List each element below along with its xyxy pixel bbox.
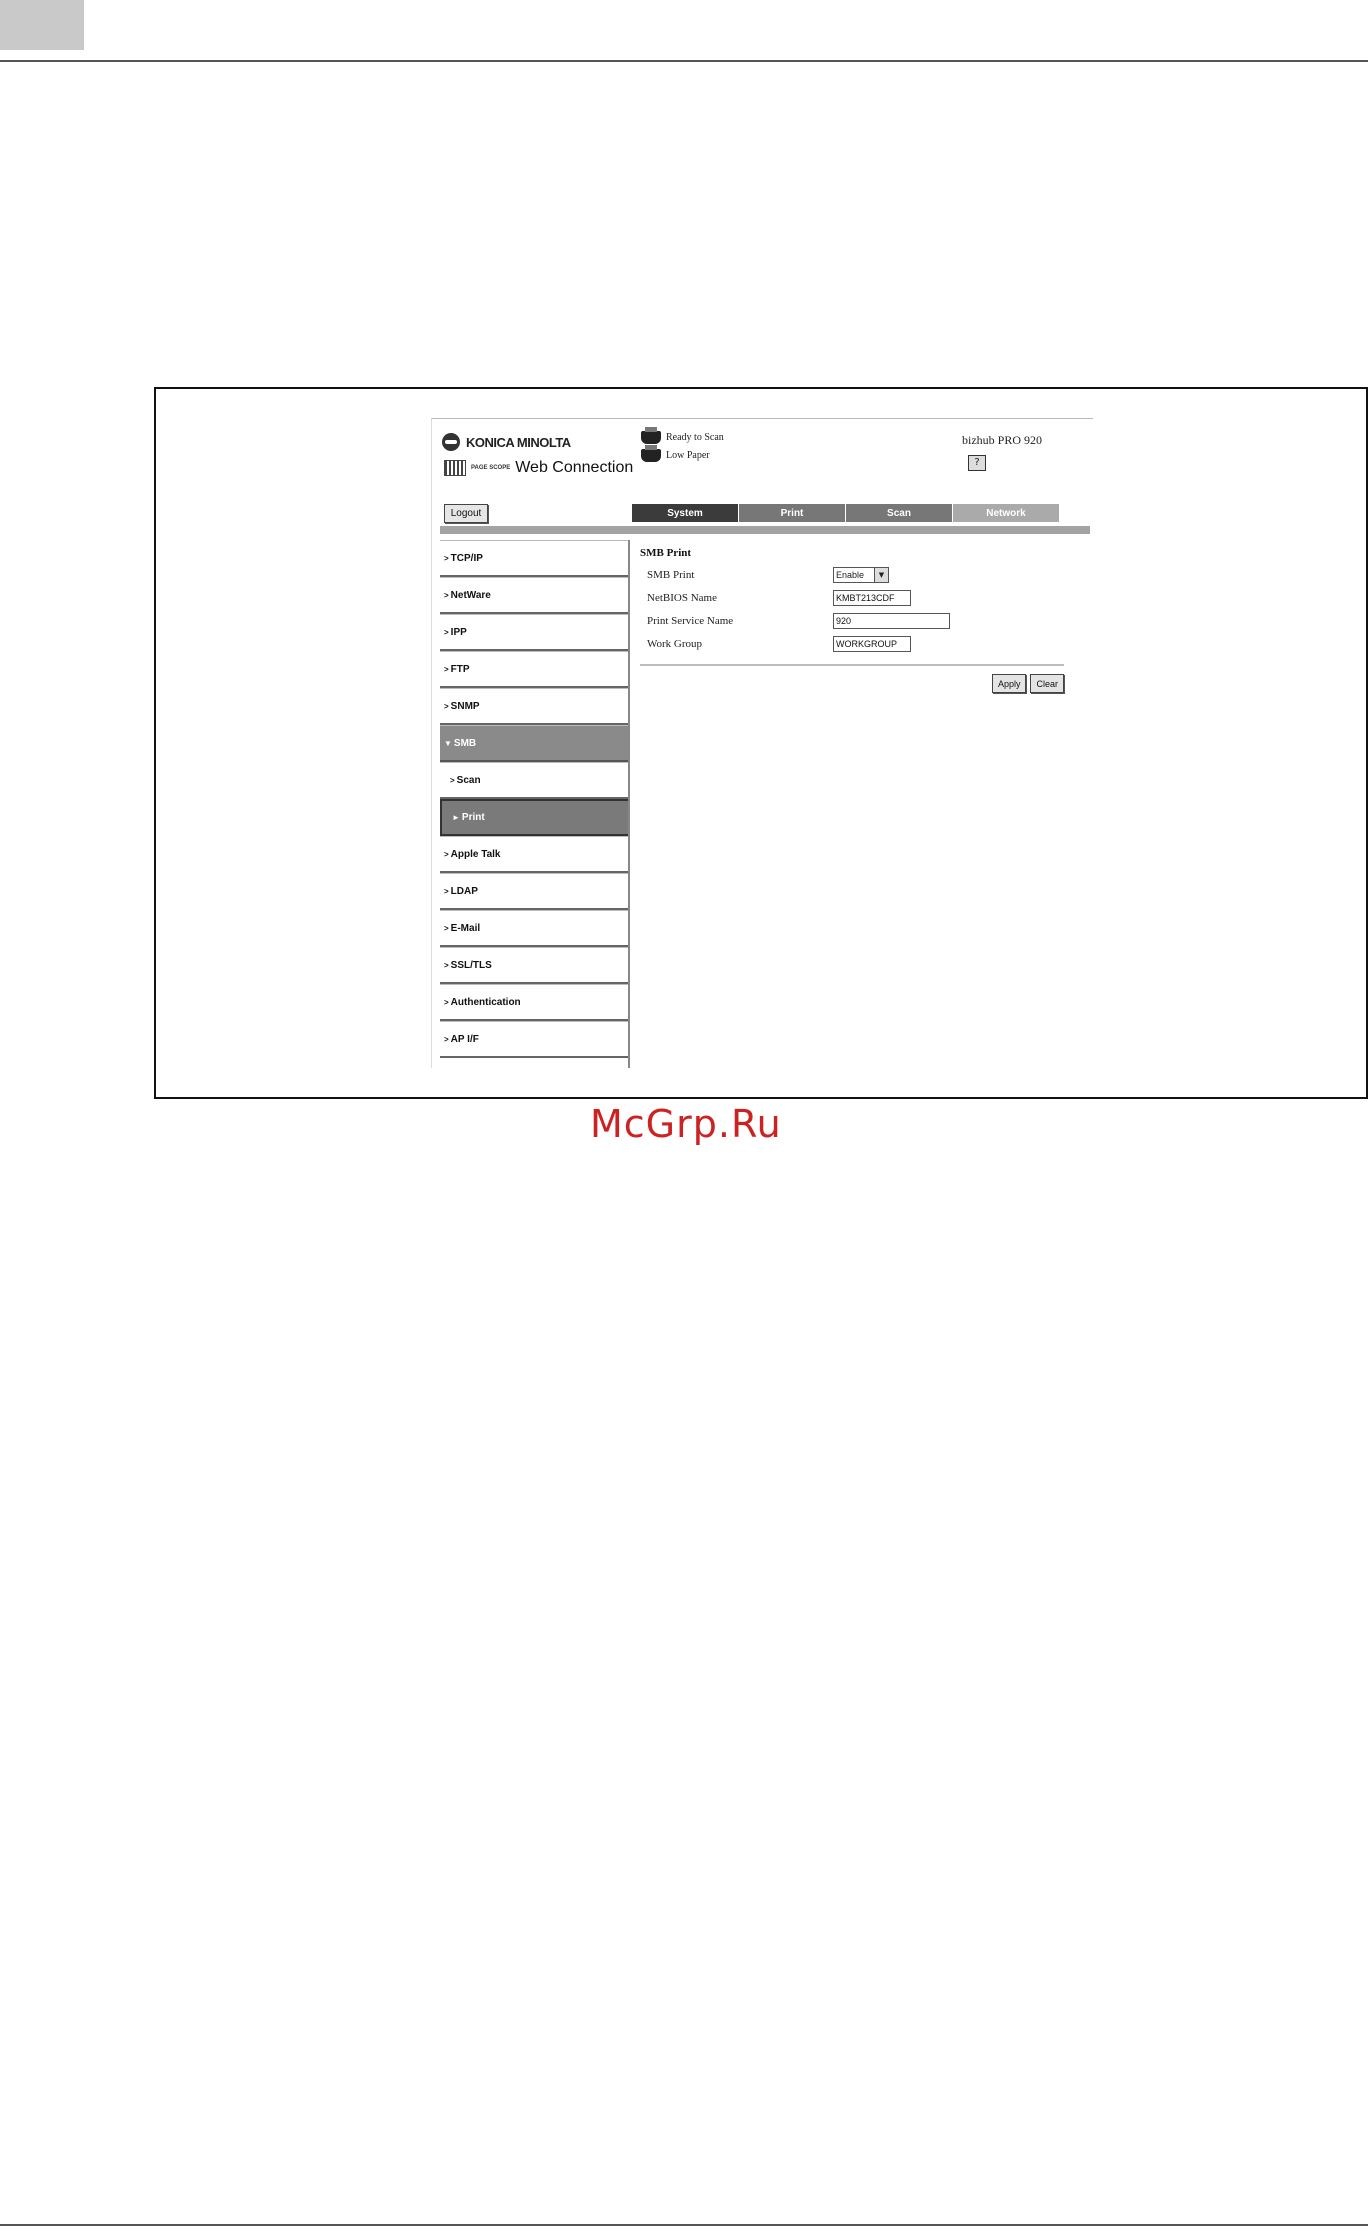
sidebar-item-smb-scan[interactable]: [440, 762, 630, 799]
status-paper-text: Low Paper: [666, 450, 710, 461]
chevron-right-icon: >: [444, 664, 449, 674]
smb-print-row: [640, 563, 1080, 586]
logout-button[interactable]: Logout: [444, 504, 488, 523]
chevron-right-icon: >: [444, 960, 449, 970]
workgroup-label: Work Group: [647, 637, 703, 650]
chevron-right-icon: >: [444, 923, 449, 933]
smb-print-select[interactable]: [833, 567, 889, 583]
sidebar: [440, 540, 630, 1058]
netbios-row: [640, 586, 1080, 609]
tab-print[interactable]: Print: [739, 504, 846, 522]
web-connection-window: [431, 418, 1093, 1068]
sidebar-item-label: IPP: [450, 626, 467, 638]
form-actions: [640, 674, 1064, 693]
header-band: [440, 526, 1090, 534]
workgroup-row: [640, 632, 1080, 655]
paper-status-icon: [641, 449, 661, 462]
smb-print-panel: [640, 547, 1080, 693]
chevron-right-icon: ►: [452, 813, 460, 822]
sidebar-item-netware[interactable]: [440, 577, 630, 614]
print-service-row: [640, 609, 1080, 632]
sidebar-divider: [628, 540, 630, 1068]
netbios-label: NetBIOS Name: [647, 591, 717, 604]
tab-network[interactable]: Network: [953, 504, 1060, 522]
sidebar-item-label: LDAP: [450, 885, 478, 897]
sidebar-item-label: FTP: [450, 663, 470, 675]
sidebar-item-apif[interactable]: [440, 1021, 630, 1058]
sidebar-item-ipp[interactable]: [440, 614, 630, 651]
sidebar-item-label: SNMP: [450, 700, 480, 712]
pagescope-icon: [444, 460, 466, 476]
chevron-right-icon: >: [450, 775, 455, 785]
tab-system[interactable]: System: [632, 504, 739, 522]
bottom-rule: [0, 2224, 1368, 2226]
status-paper: [641, 449, 710, 462]
tab-scan[interactable]: Scan: [846, 504, 953, 522]
chevron-down-icon[interactable]: ▼: [874, 568, 888, 582]
sidebar-item-snmp[interactable]: [440, 688, 630, 725]
sidebar-item-label: SSL/TLS: [450, 959, 492, 971]
clear-button[interactable]: Clear: [1030, 674, 1064, 693]
sidebar-item-label: Print: [461, 812, 485, 823]
sidebar-item-email[interactable]: [440, 910, 630, 947]
sidebar-item-label: Apple Talk: [450, 848, 501, 860]
chevron-down-icon: ▼: [444, 738, 452, 748]
sidebar-item-label: TCP/IP: [450, 552, 483, 564]
sidebar-item-smb-print[interactable]: [440, 799, 630, 836]
sidebar-item-ftp[interactable]: [440, 651, 630, 688]
chevron-right-icon: >: [444, 627, 449, 637]
sidebar-item-label: NetWare: [450, 589, 491, 601]
top-rule: [0, 60, 1368, 62]
smb-print-select-value: Enable: [836, 569, 865, 580]
sidebar-item-smb[interactable]: [440, 725, 630, 762]
chevron-right-icon: >: [444, 1034, 449, 1044]
help-icon[interactable]: ?: [968, 455, 986, 471]
chevron-right-icon: >: [444, 590, 449, 600]
sidebar-item-ldap[interactable]: [440, 873, 630, 910]
apply-button[interactable]: Apply: [992, 674, 1027, 693]
watermark: McGrp.Ru: [590, 1102, 782, 1146]
sidebar-item-label: Authentication: [450, 996, 521, 1008]
panel-divider: [640, 664, 1064, 666]
sidebar-item-appletalk[interactable]: [440, 836, 630, 873]
sidebar-item-label: SMB: [453, 737, 477, 749]
pagescope-label: PAGE SCOPE: [471, 464, 511, 471]
sidebar-item-ssltls[interactable]: [440, 947, 630, 984]
sidebar-item-label: E-Mail: [450, 922, 481, 934]
brand-name: KONICA MINOLTA: [466, 434, 571, 450]
main-tabs: [632, 504, 1060, 522]
chevron-right-icon: >: [444, 997, 449, 1007]
netbios-name-input[interactable]: [833, 590, 911, 606]
konica-minolta-logo-icon: [442, 433, 460, 451]
print-service-name-input[interactable]: [833, 613, 950, 629]
status-ready-text: Ready to Scan: [666, 432, 724, 443]
corner-tab: [0, 0, 84, 50]
chevron-right-icon: >: [444, 849, 449, 859]
print-service-label: Print Service Name: [647, 614, 734, 627]
sidebar-item-label: Scan: [456, 774, 481, 786]
smb-print-label: SMB Print: [647, 568, 695, 581]
product-logo: [444, 459, 633, 477]
panel-title: SMB Print: [640, 547, 692, 559]
product-name: Web Connection: [515, 459, 634, 476]
status-ready: [641, 431, 724, 444]
sidebar-item-authentication[interactable]: [440, 984, 630, 1021]
sidebar-item-label: AP I/F: [450, 1033, 479, 1045]
sidebar-item-tcpip[interactable]: [440, 540, 630, 577]
model-name: bizhub PRO 920: [962, 433, 1043, 447]
workgroup-input[interactable]: [833, 636, 911, 652]
printer-status-icon: [641, 431, 661, 444]
chevron-right-icon: >: [444, 886, 449, 896]
chevron-right-icon: >: [444, 553, 449, 563]
brand-logo: [442, 433, 571, 451]
chevron-right-icon: >: [444, 701, 449, 711]
